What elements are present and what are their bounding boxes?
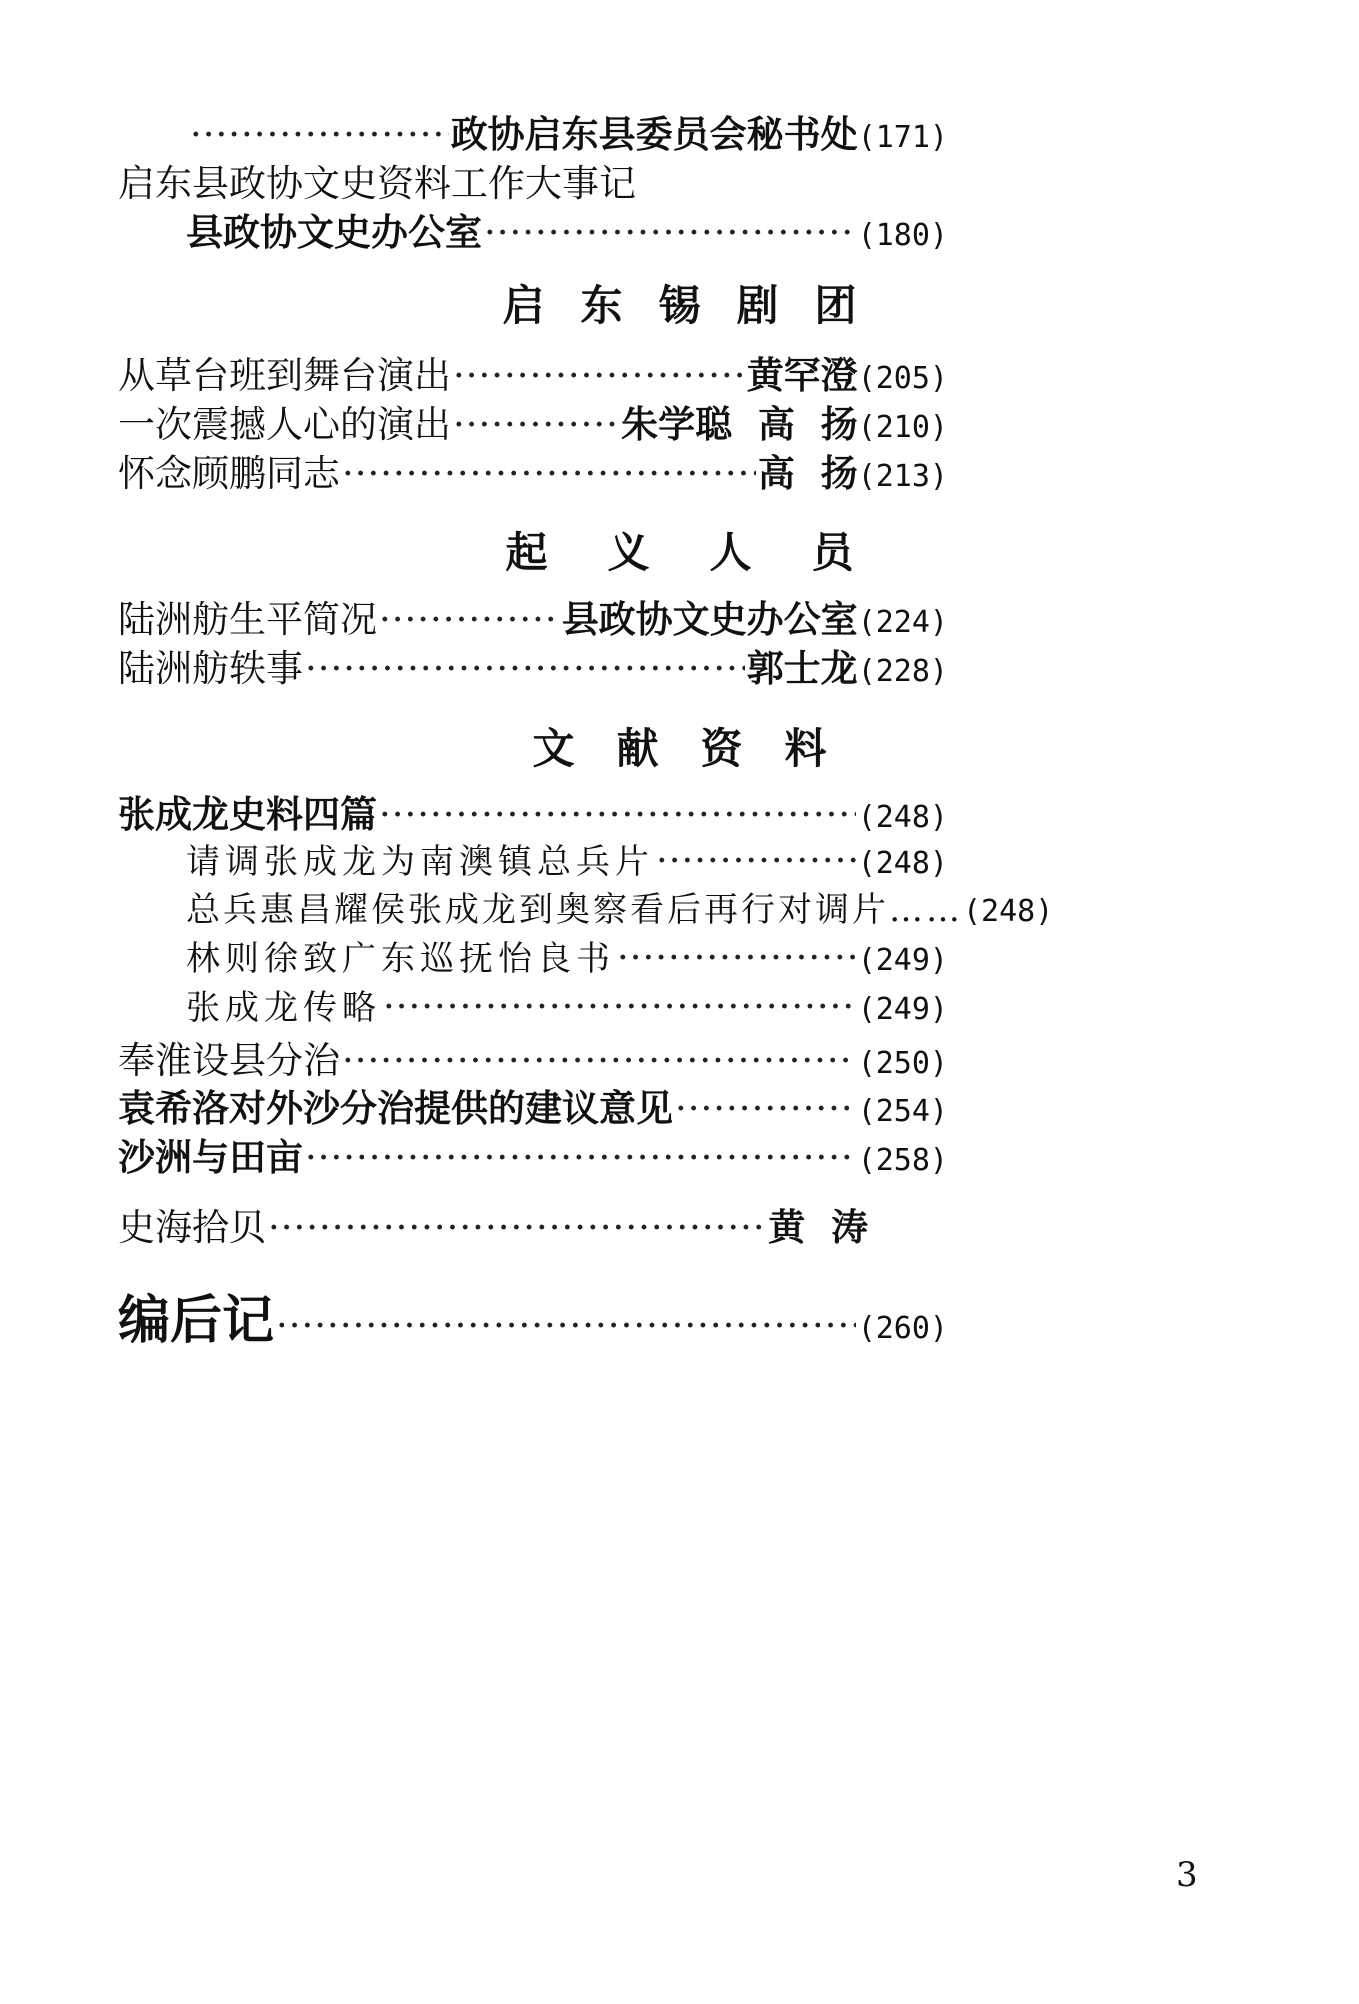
leader-dots [276,1304,856,1347]
entry-author: 县政协文史办公室 [186,211,482,254]
toc-entry-afterword: 编后记 ····· (260) [118,1278,948,1353]
leader-dots [305,647,745,690]
toc-entry: 从草台班到舞台演出 ····· 黄罕澄 (205) [118,345,948,399]
page-number: 3 [1176,1855,1198,1895]
leader-dots [342,452,756,495]
leader-dots [675,1087,856,1130]
leader-dots [379,793,856,836]
toc-entry: 张成龙史料四篇 ····· (248) [118,784,948,838]
leader-dots [268,1206,766,1249]
toc-entry: 奉淮设县分治 ····· (250) [118,1030,948,1084]
toc-entry-chronicle [186,202,948,256]
toc-entry: 沙洲与田亩 ····· (258) [118,1127,948,1181]
toc-subentry: 请调张成龙为南澳镇总兵片 ····· (248) [186,834,948,883]
toc-entry: 袁希洛对外沙分治提供的建议意见 ····· (254) [118,1078,948,1132]
leader-dots [453,354,745,397]
toc-entry: 一次震撼人心的演出 ····· 朱学聪 高 扬 (210) [118,394,948,448]
entry-page: (180) [857,218,948,253]
toc-entry: 陆洲舫生平简况 ····· 县政协文史办公室 (224) [118,589,948,643]
toc-entry: 怀念顾鹏同志 ····· 高 扬 (213) [118,443,948,497]
toc-entry-continuation [188,104,948,158]
entry-page: (171) [857,120,948,155]
leader-dots [453,403,619,446]
leader-dots [617,936,856,979]
leader-dots [383,985,856,1028]
toc-entry: 陆洲舫轶事 ····· 郭士龙 (228) [118,638,948,692]
toc-subentry: 林则徐致广东巡抚怡良书 ····· (249) [186,931,948,980]
section-heading-xiju: 启东锡剧团 [502,281,893,330]
entry-author: 政协启东县委员会秘书处 [450,113,858,156]
section-heading-wenxian: 文献资料 [532,724,869,773]
leader-dots [342,1039,856,1082]
leader-dots [379,598,560,641]
leader-dots [656,839,856,882]
toc-subentry: 张成龙传略 ····· (249) [186,980,948,1029]
toc-entry-misc: 史海拾贝 ····· 黄 涛 [118,1197,868,1251]
leader-dots [484,211,856,254]
toc-entry-chronicle-title: 启东县政协文史资料工作大事记 [118,162,636,205]
leader-dots [190,113,449,156]
section-heading-qiyi: 起义人员 [505,528,914,577]
leader-dots [305,1136,856,1179]
toc-subentry: 总兵惠昌耀侯张成龙到奥察看后再行对调片…… (248) [186,890,1054,930]
